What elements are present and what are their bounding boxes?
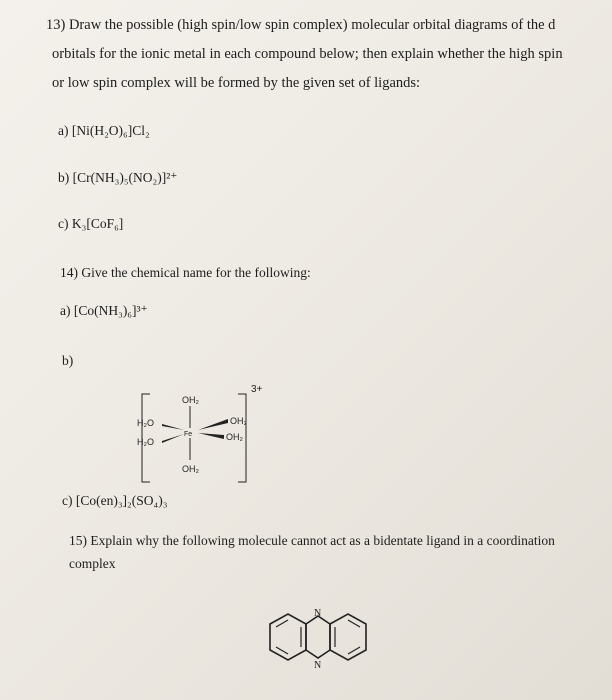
ligand-right-top-label: OH₂ [230,416,247,426]
q14-part-a: a) [Co(NH₃)₆]³⁺ [60,303,148,318]
q13-part-a: a) [Ni(H₂O)₆]Cl₂ [58,123,150,138]
ligand-bottom-label: OH₂ [182,464,199,474]
octahedral-complex-structure [120,376,280,488]
phenazine-molecule [262,602,374,692]
q13-line1: 13) Draw the possible (high spin/low spin complex) molecular orbital diagrams of the d [46,17,556,33]
ligand-top-label: OH₂ [182,395,199,405]
q13-part-c: c) K₃[CoF₆] [58,216,124,231]
q14-part-c: c) [Co(en)₃]₂(SO₄)₃ [62,493,168,508]
metal-fe-label: Fe [184,431,193,438]
q13-part-b: b) [Cr(NH₃)₅(NO₂)]²⁺ [58,170,178,185]
complex-charge: 3+ [251,384,263,395]
ligand-right-bottom-label: OH₂ [226,432,243,442]
ligand-left-top-label: H₂O [137,418,154,428]
q15-line1: 15) Explain why the following molecule cannot act as a bidentate ligand in a coordination [69,533,555,548]
q15-line2: complex [69,556,116,571]
q14-title: 14) Give the chemical name for the following: [60,265,311,280]
q14-part-b: b) [62,353,74,368]
q13-line2: orbitals for the ionic metal in each compound below; then explain whether the high spin [52,46,563,62]
ligand-left-bottom-label: H₂O [137,437,154,447]
q13-line3: or low spin complex will be formed by the given set of ligands: [52,75,421,91]
nitrogen-bottom-label: N [314,660,322,671]
nitrogen-top-label: N [314,608,322,619]
